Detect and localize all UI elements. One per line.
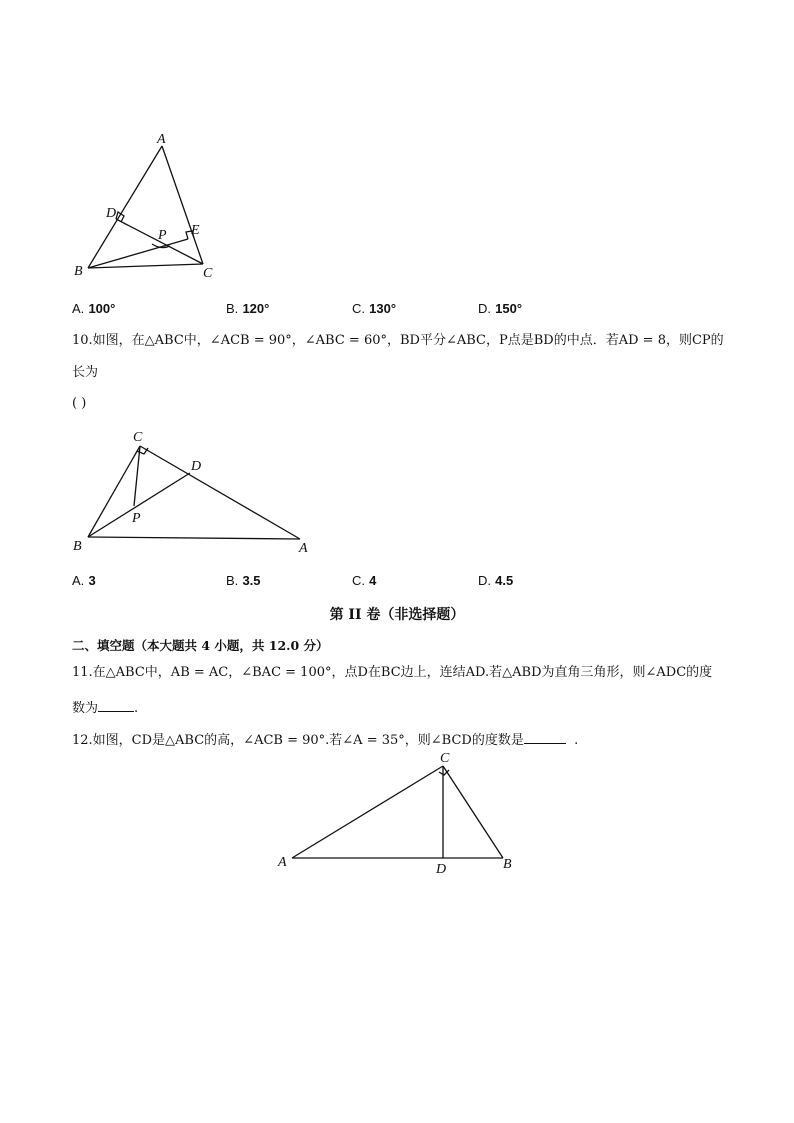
label-a: A bbox=[278, 855, 287, 870]
option-label: B. bbox=[226, 301, 239, 316]
side-cb bbox=[443, 766, 503, 858]
q10-stem-line1: 10.如图，在△ABC中，∠ACB = 90°，∠ABC = 60°，BD平分∠ABC，P点是BD的中点．若AD = 8，则CP的 bbox=[72, 333, 724, 348]
label-a: A bbox=[299, 541, 308, 555]
q9-option-c bbox=[352, 302, 396, 316]
label-p: P bbox=[132, 511, 141, 526]
q12-suffix: . bbox=[574, 733, 579, 748]
label-b: B bbox=[74, 264, 83, 279]
option-label: C. bbox=[352, 301, 365, 316]
option-value: 3.5 bbox=[242, 573, 261, 588]
q10-answer-paren: ( ) bbox=[72, 396, 87, 411]
q9-option-a bbox=[72, 302, 115, 316]
side-ac bbox=[292, 766, 443, 858]
label-e: E bbox=[191, 223, 200, 238]
figure-right-triangle-altitude bbox=[270, 745, 530, 880]
option-label: A. bbox=[72, 301, 85, 316]
section2-heading: 二、填空题（本大题共 4 小题，共 12.0 分） bbox=[72, 638, 329, 653]
label-a: A bbox=[157, 132, 166, 147]
option-value: 130° bbox=[369, 301, 397, 316]
q9-option-d bbox=[478, 302, 522, 316]
label-p: P bbox=[158, 228, 167, 243]
label-b: B bbox=[73, 539, 82, 554]
option-value: 3 bbox=[88, 573, 96, 588]
q10-option-b bbox=[226, 574, 261, 588]
option-label: D. bbox=[478, 573, 491, 588]
part2-title: 第 II 卷（非选择题） bbox=[329, 607, 465, 623]
q11-stem-line1: 11.在△ABC中，AB = AC，∠BAC = 100°，点D在BC边上，连结AD.若△ABD为直角三角形，则∠ADC的度 bbox=[72, 665, 713, 680]
option-label: A. bbox=[72, 573, 85, 588]
label-c: C bbox=[203, 266, 213, 281]
q11-answer-blank[interactable] bbox=[98, 699, 134, 712]
option-value: 4 bbox=[369, 573, 377, 588]
label-c: C bbox=[440, 751, 450, 766]
q12-text: 12.如图，CD是△ABC的高，∠ACB = 90°.若∠A = 35°，则∠BCD的度数是 bbox=[72, 733, 524, 748]
label-d: D bbox=[106, 206, 117, 221]
label-c: C bbox=[133, 430, 143, 445]
option-label: C. bbox=[352, 573, 365, 588]
option-value: 150° bbox=[495, 301, 523, 316]
segment-bd bbox=[88, 473, 190, 537]
figure-triangle-abc-altitudes bbox=[60, 125, 230, 285]
option-label: D. bbox=[478, 301, 491, 316]
q10-stem-line2: 长为 bbox=[72, 365, 99, 380]
option-label: B. bbox=[226, 573, 239, 588]
label-b: B bbox=[503, 857, 512, 872]
side-ca bbox=[140, 446, 300, 539]
q11-prefix: 数为 bbox=[72, 701, 99, 716]
label-d: D bbox=[436, 862, 447, 877]
label-d: D bbox=[191, 459, 202, 474]
option-value: 100° bbox=[88, 301, 116, 316]
q9-option-b bbox=[226, 302, 269, 316]
option-value: 120° bbox=[242, 301, 270, 316]
figure-right-triangle-bisector bbox=[68, 425, 318, 555]
side-ba bbox=[88, 537, 300, 539]
side-bc bbox=[88, 264, 203, 268]
q10-option-d bbox=[478, 574, 513, 588]
q11-stem-line2 bbox=[72, 699, 138, 715]
q10-option-c bbox=[352, 574, 376, 588]
q12-answer-blank[interactable] bbox=[524, 731, 566, 744]
option-value: 4.5 bbox=[495, 573, 514, 588]
q11-suffix: . bbox=[134, 701, 139, 716]
q10-option-a bbox=[72, 574, 96, 588]
